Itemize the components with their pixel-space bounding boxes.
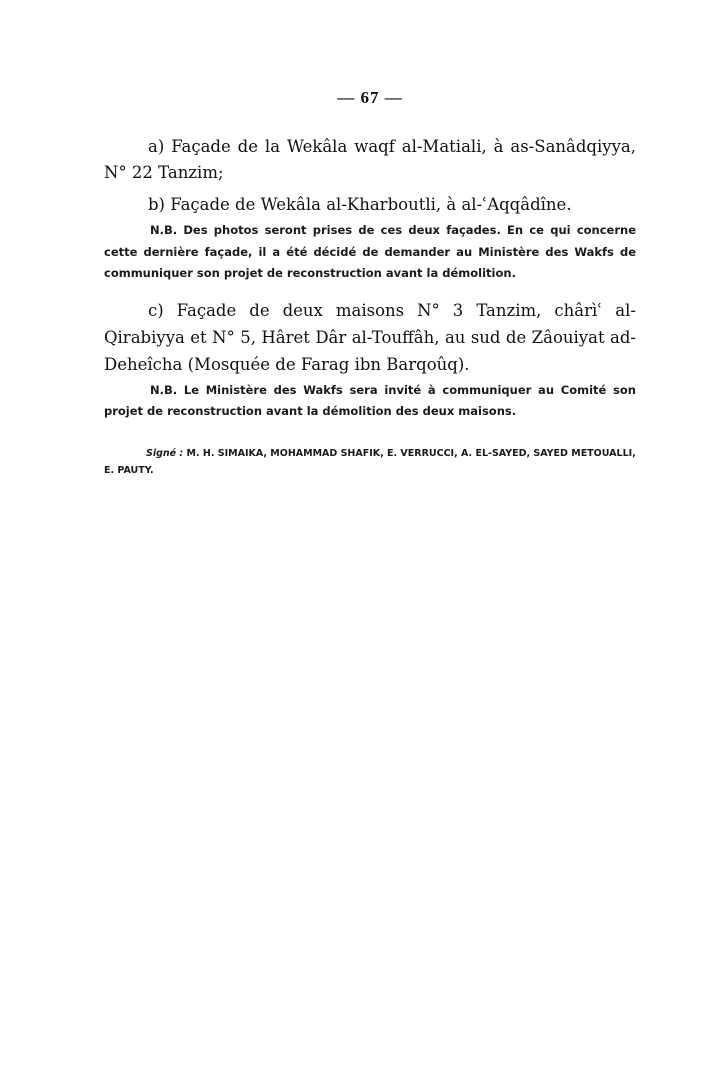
signed-label: Signé : [146,447,184,459]
signatories [104,445,636,479]
item-b-wekala-kharboutli: b) Façade de Wekâla al-Kharboutli, à al-ʿAqqâdîne. [148,195,572,214]
item-a-wekala-matiali: a) Façade de la Wekâla waqf al-Matiali, à as-Sanâdqiyya, N° 22 Tanzim; [104,137,636,182]
document-page [104,88,636,479]
note-ministry: N.B. Le Ministère des Wakfs sera invité à communiquer au Comité son projet de reconstruction avant la démolition des deux maisons. [104,382,636,418]
item-c-two-houses: c) Façade de deux maisons N° 3 Tanzim, chârìʿ al-Qirabiyya et N° 5, Hâret Dâr al-Touffâh, au sud de Zâouiyat ad-Deheîcha (Mosquée de Farag ibn Barqoûq). [104,300,636,374]
page-number: — 67 — [337,88,403,107]
note-photos: N.B. Des photos seront prises de ces deux façades. En ce qui concerne cette dernière façade, il a été décidé de demander au Ministère des Wakfs de communiquer son projet de reconstruction avant la démolition. [104,223,636,280]
signed-names: M. H. SIMAIKA, MOHAMMAD SHAFIK, E. VERRUCCI, A. EL-SAYED, SAYED METOUALLI, E. PAUTY. [104,447,636,476]
